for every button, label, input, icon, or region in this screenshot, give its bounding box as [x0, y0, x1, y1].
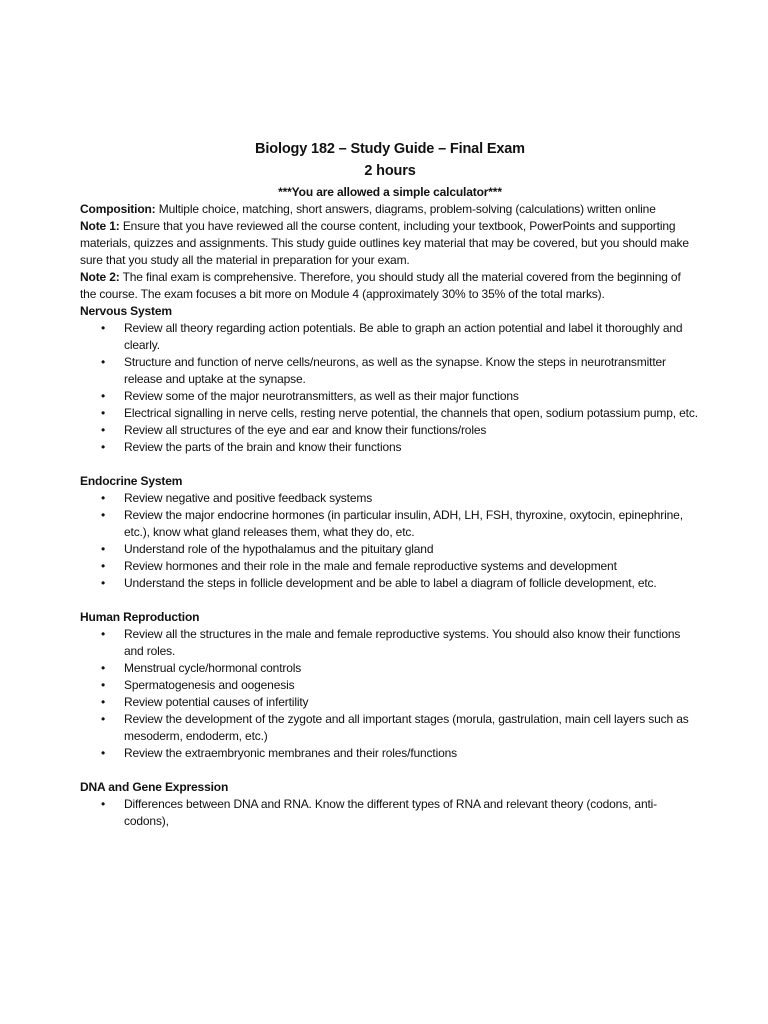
study-section — [80, 303, 700, 456]
list-item-text: Review the major endocrine hormones (in particular insulin, ADH, LH, FSH, thyroxine, oxytocin, epinephrine, etc.), know what gland releases them, what they do, etc. — [124, 508, 683, 539]
list-item-text: Understand role of the hypothalamus and the pituitary gland — [124, 542, 434, 556]
study-section — [80, 779, 700, 830]
list-item-text: Review negative and positive feedback systems — [124, 491, 373, 505]
list-item — [80, 320, 700, 354]
list-item-text: Review all structures of the eye and ear and know their functions/roles — [124, 423, 487, 437]
list-item-text: Menstrual cycle/hormonal controls — [124, 661, 302, 675]
bullet-icon: • — [101, 559, 106, 573]
bullet-list — [80, 320, 700, 456]
note2-label: Note 2: — [80, 270, 120, 284]
bullet-icon: • — [101, 423, 106, 437]
section-heading: Human Reproduction — [80, 610, 200, 624]
bullet-icon: • — [101, 508, 106, 522]
list-item-text: Review hormones and their role in the male and female reproductive systems and development — [124, 559, 617, 573]
bullet-icon: • — [101, 661, 106, 675]
list-item-text: Review the extraembryonic membranes and their roles/functions — [124, 746, 458, 760]
bullet-icon: • — [101, 491, 106, 505]
bullet-icon: • — [101, 321, 106, 335]
list-item-text: Review the parts of the brain and know their functions — [124, 440, 402, 454]
list-item-text: Understand the steps in follicle development and be able to label a diagram of follicle development, etc. — [124, 576, 657, 590]
list-item — [80, 541, 700, 558]
list-item-text: Spermatogenesis and oogenesis — [124, 678, 295, 692]
bullet-icon: • — [101, 406, 106, 420]
bullet-icon: • — [101, 576, 106, 590]
note2-paragraph — [80, 269, 700, 303]
list-item — [80, 575, 700, 592]
list-item — [80, 711, 700, 745]
study-section — [80, 609, 700, 762]
list-item — [80, 422, 700, 439]
study-section — [80, 473, 700, 592]
list-item — [80, 745, 700, 762]
list-item — [80, 677, 700, 694]
bullet-icon: • — [101, 797, 106, 811]
bullet-icon: • — [101, 746, 106, 760]
list-item — [80, 388, 700, 405]
list-item — [80, 558, 700, 575]
bullet-icon: • — [101, 389, 106, 403]
list-item-text: Review potential causes of infertility — [124, 695, 309, 709]
bullet-icon: • — [101, 542, 106, 556]
bullet-icon: • — [101, 627, 106, 641]
list-item — [80, 507, 700, 541]
calculator-note: ***You are allowed a simple calculator*** — [278, 185, 502, 199]
list-item — [80, 660, 700, 677]
bullet-icon: • — [101, 695, 106, 709]
composition-text: Multiple choice, matching, short answers, diagrams, problem-solving (calculations) written online — [158, 202, 656, 216]
list-item-text: Review the development of the zygote and all important stages (morula, gastrulation, main cell layers such as mesoderm, endoderm, etc.) — [124, 712, 689, 743]
bullet-icon: • — [101, 678, 106, 692]
bullet-list — [80, 490, 700, 592]
section-heading: Endocrine System — [80, 474, 183, 488]
document-title: Biology 182 – Study Guide – Final Exam — [255, 141, 525, 157]
note1-paragraph — [80, 218, 700, 269]
note1-text: Ensure that you have reviewed all the course content, including your textbook, PowerPoints and supporting materials, quizzes and assignments. This study guide outlines key material that may be covered, but you should make sure that you study all the material in preparation for your exam. — [80, 219, 689, 267]
list-item — [80, 405, 700, 422]
note2-text: The final exam is comprehensive. Therefore, you should study all the material covered from the beginning of the course. The exam focuses a bit more on Module 4 (approximately 30% to 35% of the total marks). — [80, 270, 681, 301]
exam-duration: 2 hours — [364, 163, 416, 179]
document-page — [80, 138, 700, 847]
study-sections — [80, 303, 700, 830]
bullet-list — [80, 626, 700, 762]
composition-label: Composition: — [80, 202, 156, 216]
list-item-text: Structure and function of nerve cells/neurons, as well as the synapse. Know the steps in neurotransmitter release and uptake at the synapse. — [124, 355, 666, 386]
list-item-text: Electrical signalling in nerve cells, resting nerve potential, the channels that open, sodium potassium pump, etc. — [124, 406, 698, 420]
list-item-text: Review all theory regarding action potentials. Be able to graph an action potential and label it thoroughly and clearly. — [124, 321, 683, 352]
list-item — [80, 490, 700, 507]
bullet-list — [80, 796, 700, 830]
list-item — [80, 439, 700, 456]
list-item — [80, 626, 700, 660]
bullet-icon: • — [101, 355, 106, 369]
list-item — [80, 694, 700, 711]
composition-paragraph — [80, 201, 700, 218]
list-item — [80, 796, 700, 830]
list-item-text: Review some of the major neurotransmitters, as well as their major functions — [124, 389, 519, 403]
note1-label: Note 1: — [80, 219, 120, 233]
bullet-icon: • — [101, 712, 106, 726]
section-heading: Nervous System — [80, 304, 172, 318]
section-heading: DNA and Gene Expression — [80, 780, 229, 794]
list-item — [80, 354, 700, 388]
list-item-text: Differences between DNA and RNA. Know the different types of RNA and relevant theory (codons, anti-codons), — [124, 797, 658, 828]
bullet-icon: • — [101, 440, 106, 454]
list-item-text: Review all the structures in the male and female reproductive systems. You should also know their functions and roles. — [124, 627, 681, 658]
